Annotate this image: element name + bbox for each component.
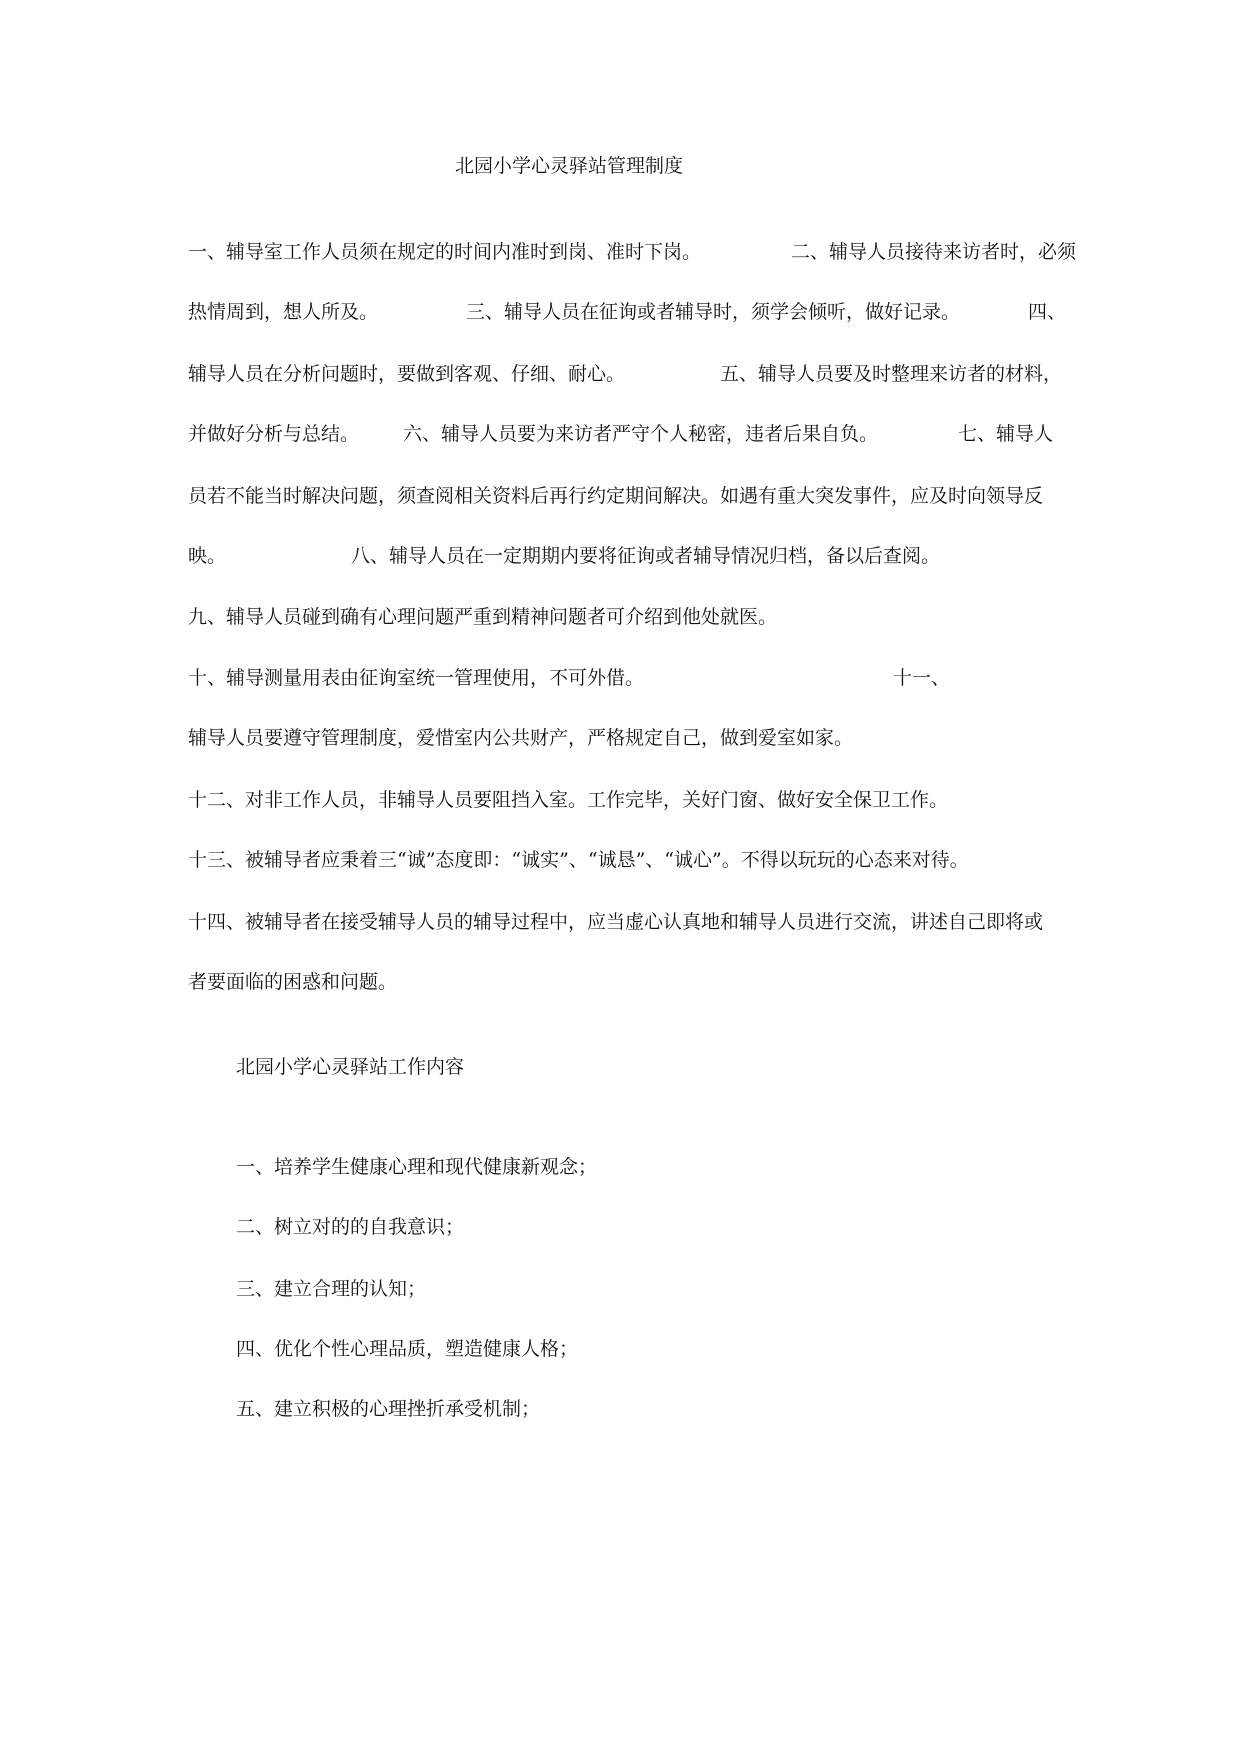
rule-item-8: 八、辅导人员在一定期期内要将征询或者辅导情况归档，备以后查阅。 <box>351 545 941 567</box>
work-item-3: 三、建立合理的认知； <box>236 1278 427 1300</box>
rule-item-13: 十三、被辅导者应秉着三“诚”态度即：“诚实”、“诚恳”、“诚心”。不得以玩玩的心态来对待。 <box>188 849 969 871</box>
rules-line-11 <box>188 848 969 872</box>
rule-item-1: 一、辅导室工作人员须在规定的时间内准时到岗、准时下岗。 <box>188 241 702 263</box>
rule-item-10: 十、辅导测量用表由征询室统一管理使用，不可外借。 <box>188 667 645 689</box>
rule-item-11-end: 辅导人员要遵守管理制度，爱惜室内公共财产，严格规定自己，做到爱室如家。 <box>188 727 854 749</box>
rules-line-1 <box>188 240 1076 264</box>
work-item-4: 四、优化个性心理品质，塑造健康人格； <box>236 1338 579 1360</box>
rule-item-9: 九、辅导人员碰到确有心理问题严重到精神问题者可介绍到他处就医。 <box>188 606 778 628</box>
rules-line-4 <box>188 422 1053 446</box>
rules-line-5 <box>188 484 1043 508</box>
rule-item-5: 五、辅导人员要及时整理来访者的材料， <box>720 363 1063 385</box>
rules-line-2 <box>188 300 1066 324</box>
rule-item-5-end: 并做好分析与总结。 <box>188 423 360 445</box>
rule-item-4-start: 四、 <box>1028 301 1067 323</box>
work-item-5: 五、建立积极的心理挫折承受机制； <box>236 1398 541 1420</box>
rules-line-12 <box>188 910 1043 934</box>
rule-item-7-end: 映。 <box>188 545 227 567</box>
rule-item-12: 十二、对非工作人员，非辅导人员要阻挡入室。工作完毕，关好门窗、做好安全保卫工作。 <box>188 789 949 811</box>
rules-line-3 <box>188 362 1062 386</box>
rules-line-6 <box>188 544 940 568</box>
work-item-1: 一、培养学生健康心理和现代健康新观念； <box>236 1156 598 1178</box>
rules-line-10 <box>188 788 948 812</box>
rule-item-14: 十四、被辅导者在接受辅导人员的辅导过程中，应当虚心认真地和辅导人员进行交流，讲述自己即将或 <box>188 911 1044 933</box>
rule-item-7-mid: 员若不能当时解决问题，须查阅相关资料后再行约定期间解决。如遇有重大突发事件，应及时向领导反 <box>188 485 1044 507</box>
rule-item-4-end: 辅导人员在分析问题时，要做到客观、仔细、耐心。 <box>188 363 626 385</box>
rule-item-3: 三、辅导人员在征询或者辅导时，须学会倾听，做好记录。 <box>466 301 961 323</box>
rule-item-6: 六、辅导人员要为来访者严守个人秘密，违者后果自负。 <box>403 423 879 445</box>
rule-item-2-end: 热情周到，想人所及。 <box>188 301 379 323</box>
rules-line-9 <box>188 726 853 750</box>
rule-item-11-start: 十一、 <box>893 667 951 689</box>
rules-title: 北园小学心灵驿站管理制度 <box>455 155 684 177</box>
rules-line-13 <box>188 970 397 994</box>
rules-line-7 <box>188 605 777 629</box>
rule-item-7-start: 七、辅导人 <box>958 423 1054 445</box>
rules-line-8-right <box>893 666 950 690</box>
rule-item-2-start: 二、辅导人员接待来访者时，必须 <box>791 241 1077 263</box>
rule-item-14-end: 者要面临的困惑和问题。 <box>188 971 398 993</box>
rules-line-8 <box>188 666 644 690</box>
work-title: 北园小学心灵驿站工作内容 <box>236 1056 465 1078</box>
work-item-2: 二、树立对的的自我意识； <box>236 1216 465 1238</box>
